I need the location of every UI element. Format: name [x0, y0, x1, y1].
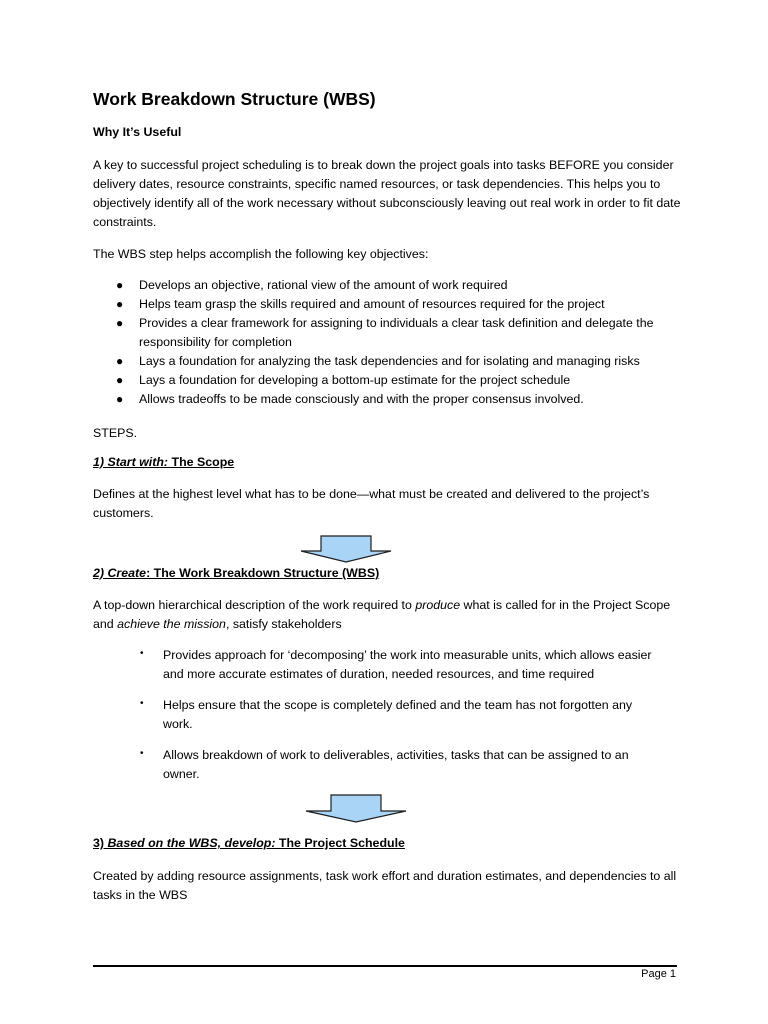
list-item: ● Lays a foundation for analyzing the task dependencies and for isolating and managing risks [116, 352, 676, 371]
bullet-icon: ● [116, 354, 124, 368]
step-2-bullets [140, 646, 660, 796]
step-2-heading: 2) Create: The Work Breakdown Structure (WBS) [93, 566, 380, 580]
down-arrow-icon [304, 794, 408, 823]
step-1-heading: 1) Start with: The Scope [93, 455, 235, 469]
list-item: • Provides approach for ‘decomposing’ the work into measurable units, which allows easier and more accurate estimates of duration, needed resources, and time required [140, 646, 660, 684]
steps-label: STEPS. [93, 426, 138, 440]
list-item: ● Develops an objective, rational view of the amount of work required [116, 276, 676, 295]
bullet-icon: ● [116, 297, 124, 311]
down-arrow-icon [299, 535, 393, 563]
objectives-lead: The WBS step helps accomplish the following key objectives: [93, 247, 429, 261]
footer-divider [93, 965, 677, 967]
page-number: Page 1 [641, 968, 676, 980]
list-item: ● Provides a clear framework for assigning to individuals a clear task definition and delegate the responsibility for completion [116, 316, 654, 349]
step-1-body: Defines at the highest level what has to be done—what must be created and delivered to the project’s customers. [93, 487, 650, 520]
list-item: ● Lays a foundation for developing a bottom-up estimate for the project schedule [116, 371, 676, 390]
bullet-icon: • [140, 648, 144, 659]
list-item: ● Helps team grasp the skills required and amount of resources required for the project [116, 295, 676, 314]
list-item: • Helps ensure that the scope is completely defined and the team has not forgotten any work. [140, 696, 660, 734]
list-item: ● Allows tradeoffs to be made consciously and with the proper consensus involved. [116, 390, 676, 409]
objectives-list [116, 276, 676, 409]
page-title: Work Breakdown Structure (WBS) [93, 89, 376, 109]
list-item: • Allows breakdown of work to deliverables, activities, tasks that can be assigned to an owner. [140, 746, 660, 784]
bullet-icon: ● [116, 316, 124, 330]
bullet-icon: • [140, 748, 144, 759]
step-2-body: A top-down hierarchical description of the work required to produce what is called for in the Project Scope and achieve the mission, satisfy stakeholders [93, 598, 671, 631]
bullet-icon: ● [116, 392, 124, 406]
bullet-icon: ● [116, 278, 124, 292]
step-3-body: Created by adding resource assignments, task work effort and duration estimates, and dependencies to all tasks in the WBS [93, 869, 677, 902]
bullet-icon: ● [116, 373, 124, 387]
bullet-icon: • [140, 698, 144, 709]
step-3-heading: 3) Based on the WBS, develop: The Project Schedule [93, 836, 405, 850]
intro-paragraph: A key to successful project scheduling is to break down the project goals into tasks BEFORE you consider delivery dates, resource constraints, specific named resources, or task dependencies. This helps you to objectively identify all of the work necessary without subconsciously leaving out real work in order to fit date constraints. [93, 158, 681, 229]
section-subtitle: Why It’s Useful [93, 125, 182, 139]
